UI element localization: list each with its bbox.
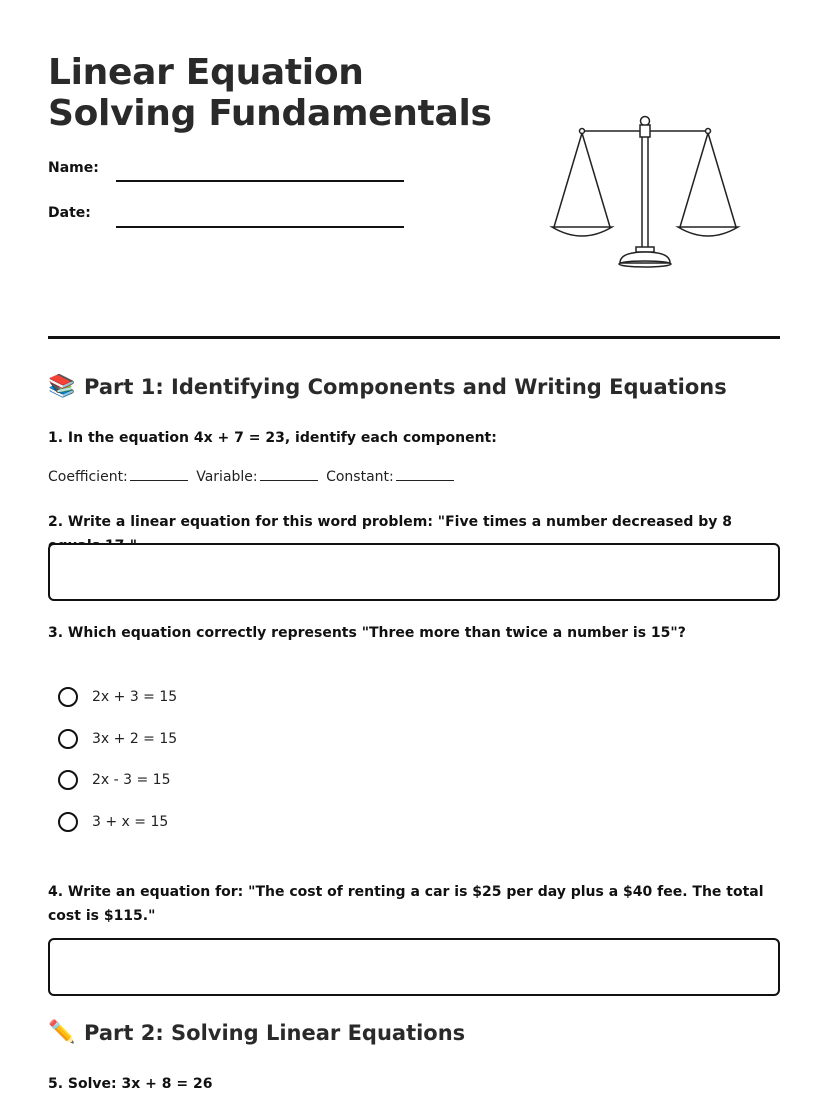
option-label: 3 + x = 15 [92, 814, 169, 830]
coefficient-label: Coefficient: [48, 469, 128, 485]
question-2-answer-box[interactable] [48, 543, 780, 601]
question-3: 3. Which equation correctly represents "Three more than twice a number is 15"? [48, 625, 686, 641]
part2-title: Part 2: Solving Linear Equations [84, 1020, 466, 1045]
books-icon: 📚 [48, 374, 76, 399]
variable-blank[interactable] [260, 468, 318, 481]
option-label: 2x - 3 = 15 [92, 772, 171, 788]
part1-heading [48, 374, 727, 399]
date-label: Date: [48, 205, 91, 221]
constant-blank[interactable] [396, 468, 454, 481]
question-4-answer-box[interactable] [48, 938, 780, 996]
radio-button[interactable] [58, 812, 78, 832]
question-5: 5. Solve: 3x + 8 = 26 [48, 1076, 213, 1092]
pencil-icon: ✏️ [48, 1020, 76, 1045]
radio-button[interactable] [58, 729, 78, 749]
radio-button[interactable] [58, 770, 78, 790]
variable-label: Variable: [196, 469, 258, 485]
option-4[interactable] [58, 812, 168, 832]
option-3[interactable] [58, 770, 171, 790]
section-divider [48, 336, 780, 339]
balance-scale-icon [548, 113, 744, 271]
name-field[interactable] [116, 180, 404, 182]
question-2: 2. Write a linear equation for this word problem: "Five times a number decreased by 8 [48, 514, 733, 530]
constant-label: Constant: [326, 469, 394, 485]
question-4: 4. Write an equation for: "The cost of renting a car is $25 per day plus a $40 fee. The total cost is $115." [48, 884, 764, 924]
part2-heading [48, 1020, 465, 1045]
option-1[interactable] [58, 687, 177, 707]
worksheet-title: Linear Equation Solving Fundamentals [48, 52, 492, 134]
component-blanks [48, 468, 458, 485]
coefficient-blank[interactable] [130, 468, 188, 481]
option-label: 3x + 2 = 15 [92, 731, 178, 747]
option-label: 2x + 3 = 15 [92, 689, 178, 705]
question-1: 1. In the equation 4x + 7 = 23, identify each component: [48, 430, 497, 446]
option-2[interactable] [58, 729, 177, 749]
name-label: Name: [48, 160, 99, 176]
radio-button[interactable] [58, 687, 78, 707]
part1-title: Part 1: Identifying Components and Writing Equations [84, 374, 727, 399]
date-field[interactable] [116, 226, 404, 228]
